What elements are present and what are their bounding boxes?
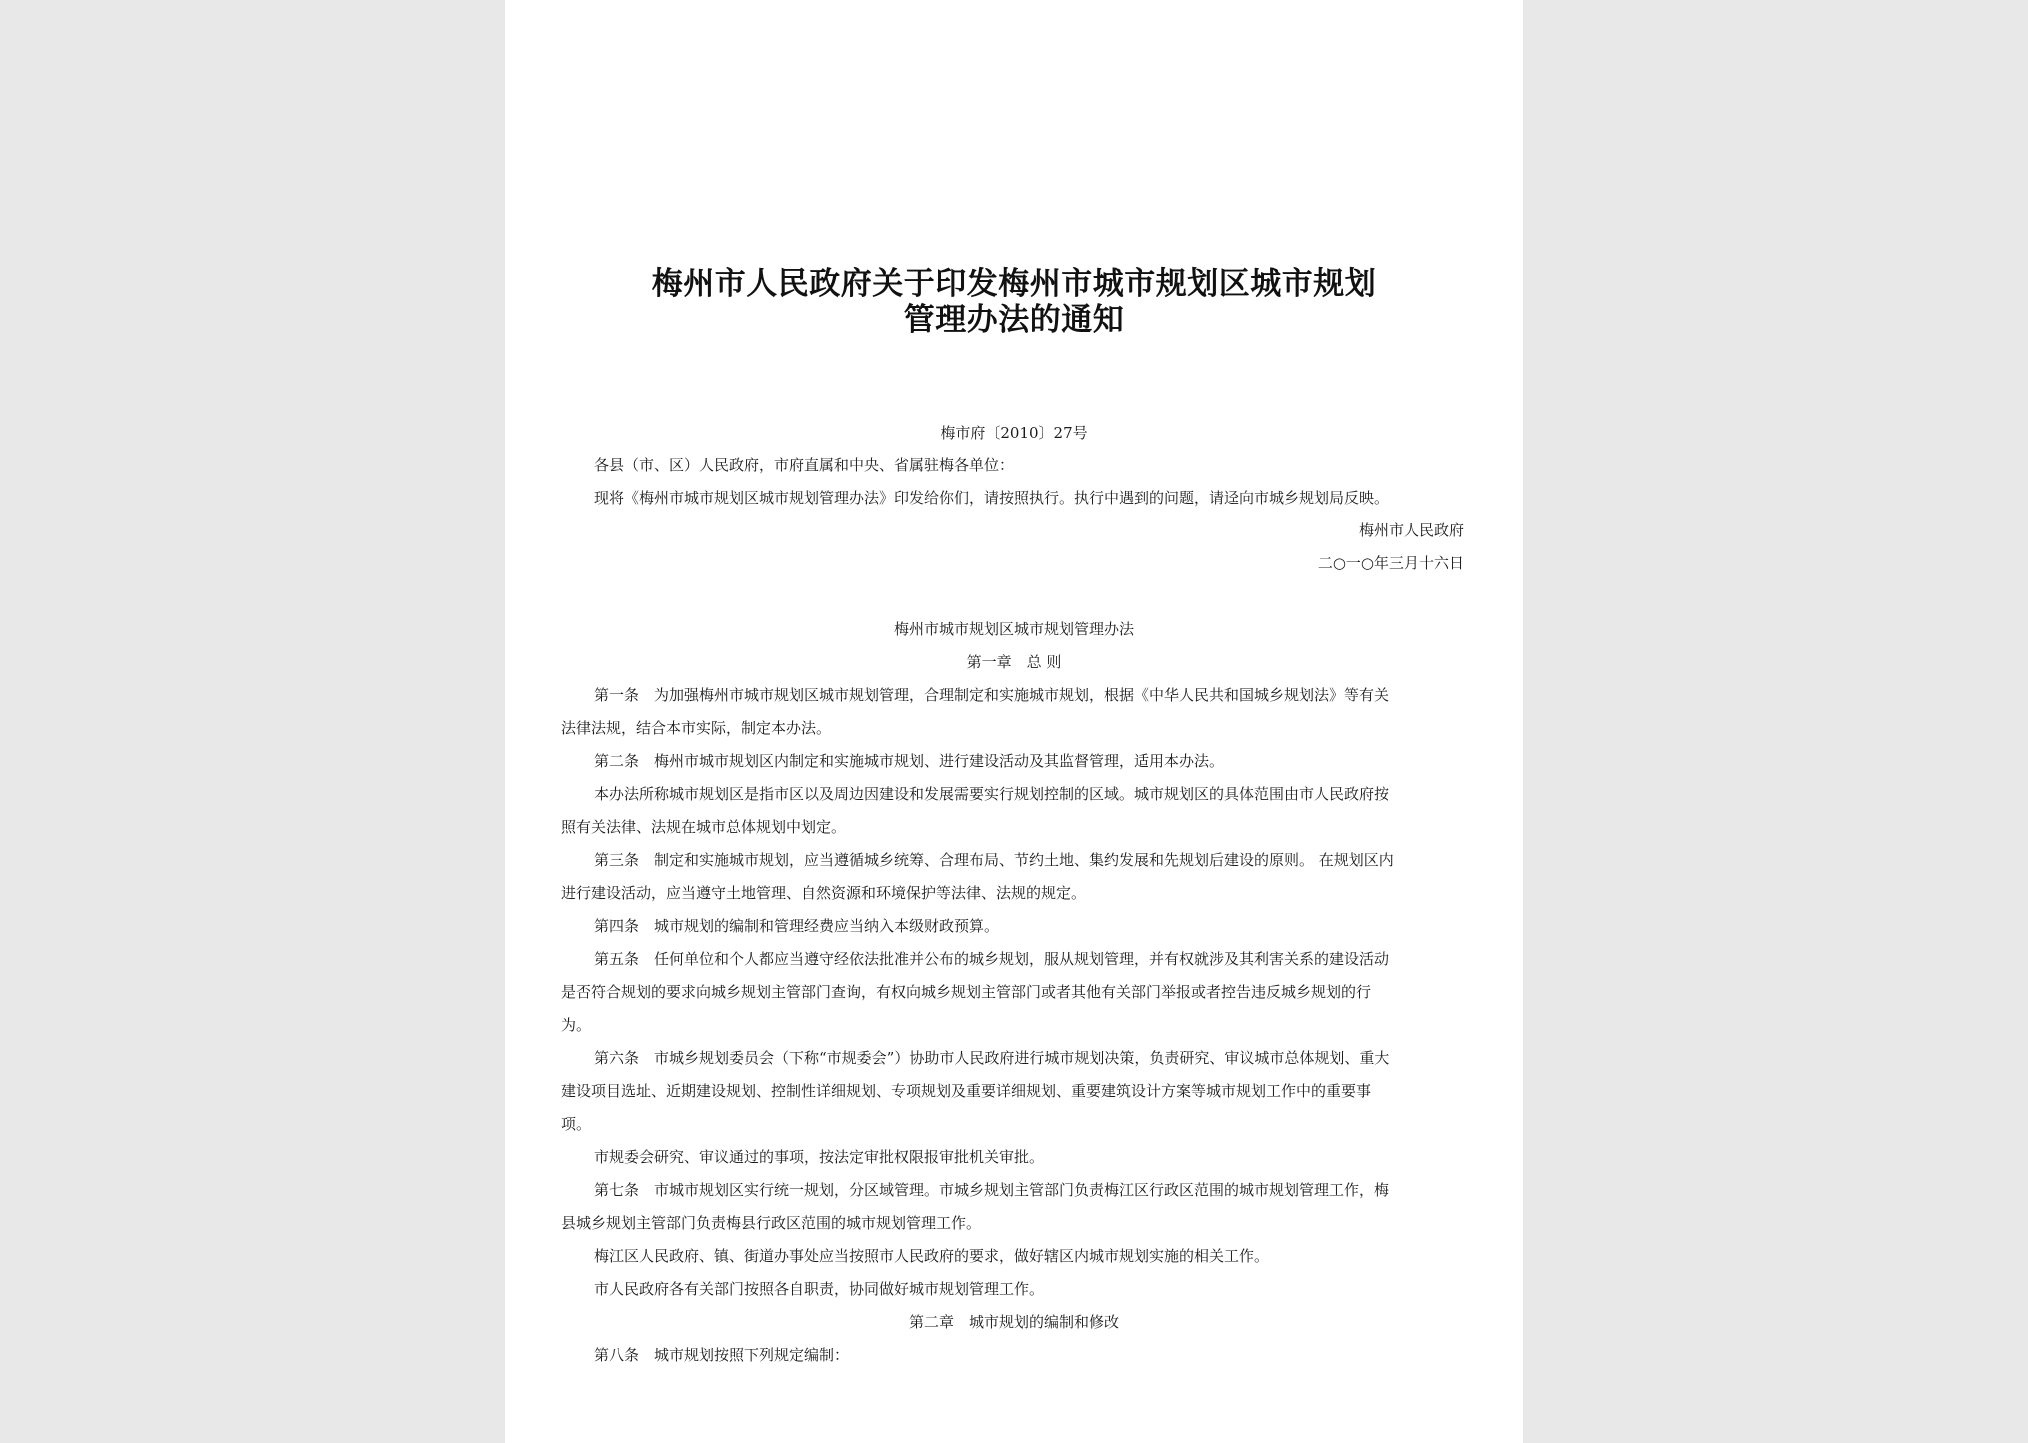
- article-5-line-1: 第五条 任何单位和个人都应当遵守经依法批准并公布的城乡规划，服从规划管理，并有权就涉及其利害关系的建设活动: [594, 950, 1390, 968]
- article-8: 第八条 城市规划按照下列规定编制：: [594, 1346, 850, 1364]
- article-5-line-2: 是否符合规划的要求向城乡规划主管部门查询，有权向城乡规划主管部门或者其他有关部门举报或者控告违反城乡规划的行: [561, 983, 1372, 1001]
- issue-date: 二○一○年三月十六日: [1317, 554, 1464, 572]
- article-6-line-3: 项。: [561, 1115, 592, 1133]
- article-7-line-1: 第七条 市城市规划区实行统一规划，分区域管理。市城乡规划主管部门负责梅江区行政区范围的城市规划管理工作，梅: [594, 1181, 1390, 1199]
- chapter-2-heading: 第二章 城市规划的编制和修改: [908, 1313, 1119, 1331]
- article-1-line-1: 第一条 为加强梅州市城市规划区城市规划管理，合理制定和实施城市规划，根据《中华人民共和国城乡规划法》等有关: [594, 686, 1390, 704]
- article-5-line-3: 为。: [561, 1016, 592, 1034]
- article-4: 第四条 城市规划的编制和管理经费应当纳入本级财政预算。: [594, 917, 1000, 935]
- article-6-line-1: 第六条 市城乡规划委员会（下称“市规委会”）协助市人民政府进行城市规划决策，负责研究、审议城市总体规划、重大: [594, 1049, 1390, 1067]
- document-page: [505, 0, 1523, 1443]
- document-title-line-1: 梅州市人民政府关于印发梅州市城市规划区城市规划: [651, 266, 1377, 302]
- article-3-line-1: 第三条 制定和实施城市规划，应当遵循城乡统筹、合理布局、节约土地、集约发展和先规划后建设的原则。 在规划区内: [594, 851, 1394, 869]
- meijiang-paragraph: 梅江区人民政府、镇、街道办事处应当按照市人民政府的要求，做好辖区内城市规划实施的相关工作。: [594, 1247, 1270, 1265]
- departments-paragraph: 市人民政府各有关部门按照各自职责，协同做好城市规划管理工作。: [594, 1280, 1045, 1298]
- notice-paragraph: 现将《梅州市城市规划区城市规划管理办法》印发给你们，请按照执行。执行中遇到的问题，请迳向市城乡规划局反映。: [594, 489, 1390, 507]
- article-1-line-2: 法律法规，结合本市实际，制定本办法。: [561, 719, 832, 737]
- article-2: 第二条 梅州市城市规划区内制定和实施城市规划、进行建设活动及其监督管理，适用本办法。: [594, 752, 1225, 770]
- scope-paragraph-line-1: 本办法所称城市规划区是指市区以及周边因建设和发展需要实行规划控制的区域。城市规划区的具体范围由市人民政府按: [594, 785, 1390, 803]
- document-number: 梅市府〔2010〕27号: [940, 424, 1088, 442]
- salutation: 各县（市、区）人民政府，市府直属和中央、省属驻梅各单位：: [594, 456, 1015, 474]
- chapter-1-heading: 第一章 总 则: [966, 653, 1062, 671]
- document-title-line-2: 管理办法的通知: [903, 302, 1125, 338]
- article-7-line-2: 县城乡规划主管部门负责梅县行政区范围的城市规划管理工作。: [561, 1214, 982, 1232]
- scope-paragraph-line-2: 照有关法律、法规在城市总体规划中划定。: [561, 818, 847, 836]
- committee-paragraph: 市规委会研究、审议通过的事项，按法定审批权限报审批机关审批。: [594, 1148, 1045, 1166]
- issuer-signature: 梅州市人民政府: [1358, 521, 1464, 539]
- regulation-title: 梅州市城市规划区城市规划管理办法: [893, 620, 1134, 638]
- article-6-line-2: 建设项目选址、近期建设规划、控制性详细规划、专项规划及重要详细规划、重要建筑设计方案等城市规划工作中的重要事: [561, 1082, 1372, 1100]
- article-3-line-2: 进行建设活动，应当遵守土地管理、自然资源和环境保护等法律、法规的规定。: [561, 884, 1087, 902]
